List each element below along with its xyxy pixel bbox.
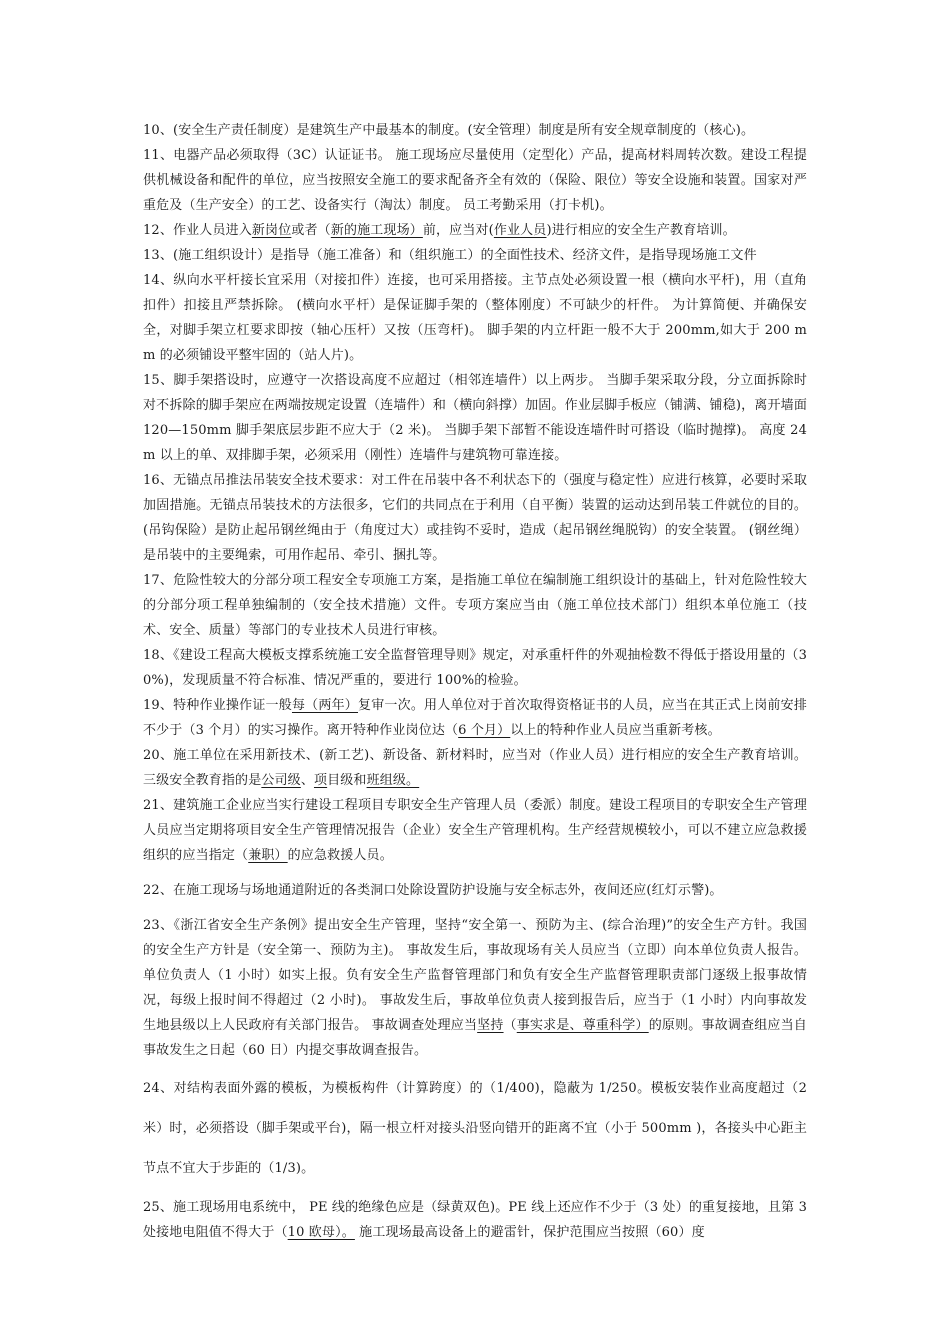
underlined-text: 项 [313, 773, 328, 788]
text-segment: 17、危险性较大的分部分项工程安全专项施工方案，是指施工单位在编制施工组织设计的基础上，针对危险性较大的分部分项工程单独编制的（安全技术措施）文件。专项方案应当由（施工单位技术部门）组织本单位施工（技术、安全、质量）等部门的专业技术人员进行审核。 [143, 573, 807, 638]
text-segment: 19、特种作业操作证一般 [143, 698, 292, 713]
paragraph-14 [143, 268, 807, 368]
text-segment: 复审一次。用人单位对于首次取得资格证书的人员，应当在其正式上岗前安排不少于（3 个月）的实习操作。离开特种作业岗位达（ [143, 698, 807, 738]
underlined-text: 新的施工现场） [330, 223, 423, 238]
underlined-text: 作业人员 [493, 223, 547, 238]
text-segment: 10、(安全生产责任制度）是建筑生产中最基本的制度。(安全管理）制度是所有安全规章制度的（核心)。 [143, 123, 755, 138]
paragraph-22 [143, 878, 807, 903]
underlined-text: 公司级 [261, 773, 301, 788]
underlined-text: 坚持 [477, 1018, 504, 1033]
paragraph-17 [143, 568, 807, 643]
paragraph-21 [143, 793, 807, 868]
paragraph-10 [143, 118, 807, 143]
paragraph-18 [143, 643, 807, 693]
document-body [143, 118, 807, 1245]
text-segment: 18、《建设工程高大模板支撑系统施工安全监督管理导则》规定，对承重杆件的外观抽检数不得低于搭设用量的（30%)，发现质量不符合标准、情况严重的，要进行 100%的检验。 [143, 648, 807, 688]
text-segment: 目级和 [327, 773, 367, 788]
text-segment: )进行相应的安全生产教育培训。 [546, 223, 736, 238]
text-segment: 16、无锚点吊推法吊装安全技术要求：对工件在吊装中各不利状态下的（强度与稳定性）应进行核算，必要时采取加固措施。无锚点吊装技术的方法很多，它们的共同点在于利用（自平衡）装置的运动达到吊装工件就位的目的。 (吊钩保险）是防止起吊钢丝绳由于（角度过大）或挂钩不妥时，造成（起吊钢丝绳脱钩）的安全装置。 (钢丝绳）是吊装中的主要绳索，可用作起吊、牵引、捆扎等。 [143, 473, 807, 563]
text-segment: 12、作业人员进入 [143, 223, 252, 238]
text-segment: 21、建筑施工企业应当实行建设工程项目专职安全生产管理人员（委派）制度。建设工程项目的专职安全生产管理人员应当定期将项目安全生产管理情况报告（企业）安全生产管理机构。生产经营规模较小，可以不建立应急救援组织的应当指定（ [143, 798, 807, 863]
paragraph-25 [143, 1195, 807, 1245]
paragraph-11 [143, 143, 807, 218]
text-segment: 的原则。事故调查组应当自事故发生之日起（60 日）内提交事故调查报告。 [143, 1018, 807, 1058]
paragraph-23 [143, 913, 807, 1063]
paragraph-16 [143, 468, 807, 568]
text-segment: 20、施工单位在采用新技术、(新工艺)、新设备、新材料时，应当对（作业人员）进行相应的安全生产教育培训。 三级安全教育指的是 [143, 748, 807, 788]
text-segment: （ [503, 1018, 517, 1033]
paragraph-15 [143, 368, 807, 468]
underlined-text: 10 欧母）。 [287, 1225, 355, 1240]
text-segment: 23、《浙江省安全生产条例》提出安全生产管理，坚持“安全第一、预防为主、(综合治理)”的安全生产方针。我国的安全生产方针是（安全第一、预防为主)。 事故发生后，事故现场有关人员应当（立即）向本单位负责人报告。单位负责人（1 小时）如实上报。负有安全生产监督管理部门和负有安全生产监督管理职责部门逐级上报事故情况，每级上报时间不得超过（2 小时)。 事故发生后，事故单位负责人接到报告后，应当于（1 小时）内向事故发生地县级以上人民政府有关部门报告。 事故调查处理应当 [143, 918, 807, 1033]
text-segment: 14、纵向水平杆接长宜采用（对接扣件）连接，也可采用搭接。主节点处必须设置一根（横向水平杆)，用（直角扣件）扣接且严禁拆除。 (横向水平杆）是保证脚手架的（整体刚度）不可缺少的杆件。 为计算简便、并确保安全，对脚手架立杠要求即按（轴心压杆）又按（压弯杆)。 脚手架的内立杆距一般不大于 200mm,如大于 200 mm 的必须铺设平整牢固的（站人片)。 [143, 273, 807, 363]
paragraph-13 [143, 243, 807, 268]
underlined-text: 新岗位 [251, 223, 292, 238]
underlined-text: 班组级。 [366, 773, 420, 788]
underlined-text: 兼职） [248, 848, 288, 863]
paragraph-24 [143, 1069, 807, 1189]
text-segment: 前，应当对( [422, 223, 494, 238]
text-segment: 25、施工现场用电系统中， PE 线的绝缘色应是（绿黄双色)。PE 线上还应作不少于（3 处）的重复接地，且第 3 处接地电阻值不得大于（ [143, 1200, 807, 1240]
underlined-text: 6 个月） [458, 723, 511, 738]
text-segment: 施工现场最高设备上的避雷针，保护范围应当按照（60）度 [354, 1225, 705, 1240]
paragraph-19 [143, 693, 807, 743]
text-segment: 的应急救援人员。 [287, 848, 393, 863]
underlined-text: 事实求是、尊重科学） [516, 1018, 649, 1033]
text-segment: 15、脚手架搭设时，应遵守一次搭设高度不应超过（相邻连墙件）以上两步。 当脚手架采取分段，分立面拆除时对不拆除的脚手架应在两端按规定设置（连墙件）和（横向斜撑）加固。作业层脚手板应（铺满、铺稳)，离开墙面 120—150mm 脚手架底层步距不应大于（2 米)。 当脚手架下部暂不能设连墙件时可搭设（临时抛撑)。 高度 24m 以上的单、双排脚手架，必须采用（刚性）连墙件与建筑物可靠连接。 [143, 373, 807, 463]
underlined-text: 每（两年） [291, 698, 359, 713]
paragraph-20 [143, 743, 807, 793]
text-segment: 11、电器产品必须取得（3C）认证证书。 施工现场应尽量使用（定型化）产品，提高材料周转次数。建设工程提供机械设备和配件的单位，应当按照安全施工的要求配备齐全有效的（保险、限位）等安全设施和装置。国家对严重危及（生产安全）的工艺、设备实行（淘汰）制度。 员工考勤采用（打卡机)。 [143, 148, 807, 213]
text-segment: 13、(施工组织设计）是指导（施工准备）和（组织施工）的全面性技术、经济文件，是指导现场施工文件 [143, 248, 757, 263]
text-segment: 、 [300, 773, 314, 788]
text-segment: 24、对结构表面外露的模板，为模板构件（计算跨度）的（1/400)，隐蔽为 1/250。模板安装作业高度超过（2 米）时，必须搭设（脚手架或平台)，隔一根立杆对接头沿竖向错开的距离不宜（小于 500mm )，各接头中心距主节点不宜大于步距的（1/3)。 [143, 1081, 807, 1176]
paragraph-12 [143, 218, 807, 243]
text-segment: 以上的特种作业人员应当重新考核。 [510, 723, 721, 738]
text-segment: 或者（ [291, 223, 331, 238]
text-segment: 22、在施工现场与场地通道附近的各类洞口处除设置防护设施与安全标志外，夜间还应(红灯示警)。 [143, 883, 723, 898]
